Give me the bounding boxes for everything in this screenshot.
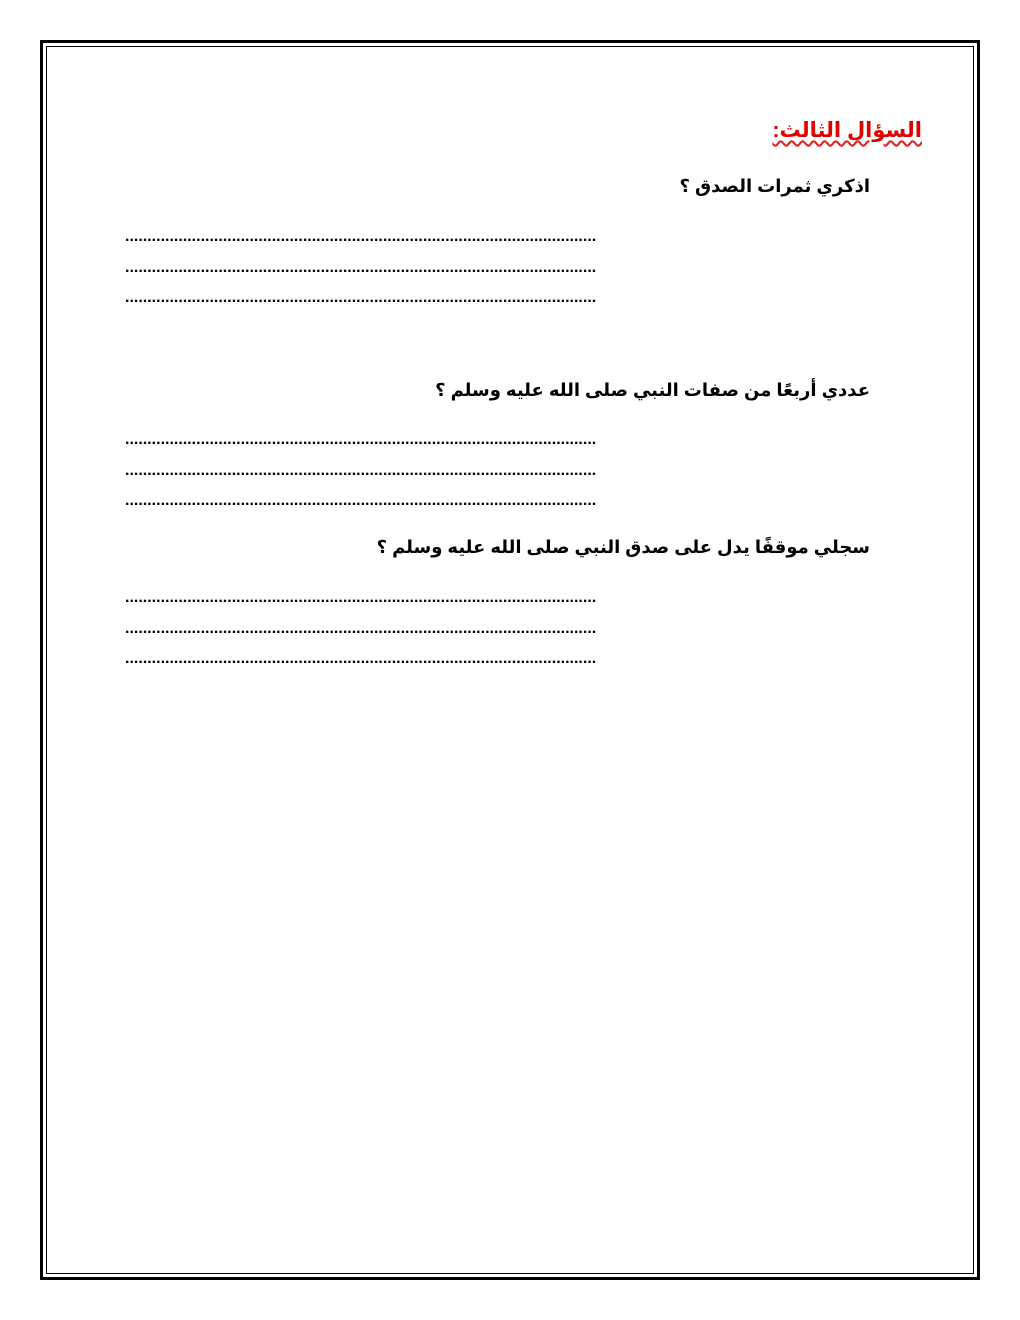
answer-line-1-2[interactable]: .......................................................................................................... bbox=[125, 260, 597, 276]
answer-line-2-2[interactable]: .......................................................................................................... bbox=[125, 463, 597, 479]
answer-line-3-2[interactable]: .......................................................................................................... bbox=[125, 621, 597, 637]
question-3: سجلي موقفًا يدل على صدق النبي صلى الله عليه وسلم ؟ bbox=[376, 537, 870, 557]
question-2: عددي أربعًا من صفات النبي صلى الله عليه وسلم ؟ bbox=[435, 380, 870, 400]
answer-line-1-3[interactable]: .......................................................................................................... bbox=[125, 290, 597, 306]
answer-line-2-3[interactable]: .......................................................................................................... bbox=[125, 493, 597, 509]
answer-line-3-1[interactable]: .......................................................................................................... bbox=[125, 590, 597, 606]
answer-line-1-1[interactable]: .......................................................................................................... bbox=[125, 229, 597, 245]
answer-line-2-1[interactable]: .......................................................................................................... bbox=[125, 432, 597, 448]
section-title: السؤال الثالث: bbox=[772, 119, 922, 142]
answer-line-3-3[interactable]: .......................................................................................................... bbox=[125, 651, 597, 667]
question-1: اذكري ثمرات الصدق ؟ bbox=[679, 176, 870, 196]
